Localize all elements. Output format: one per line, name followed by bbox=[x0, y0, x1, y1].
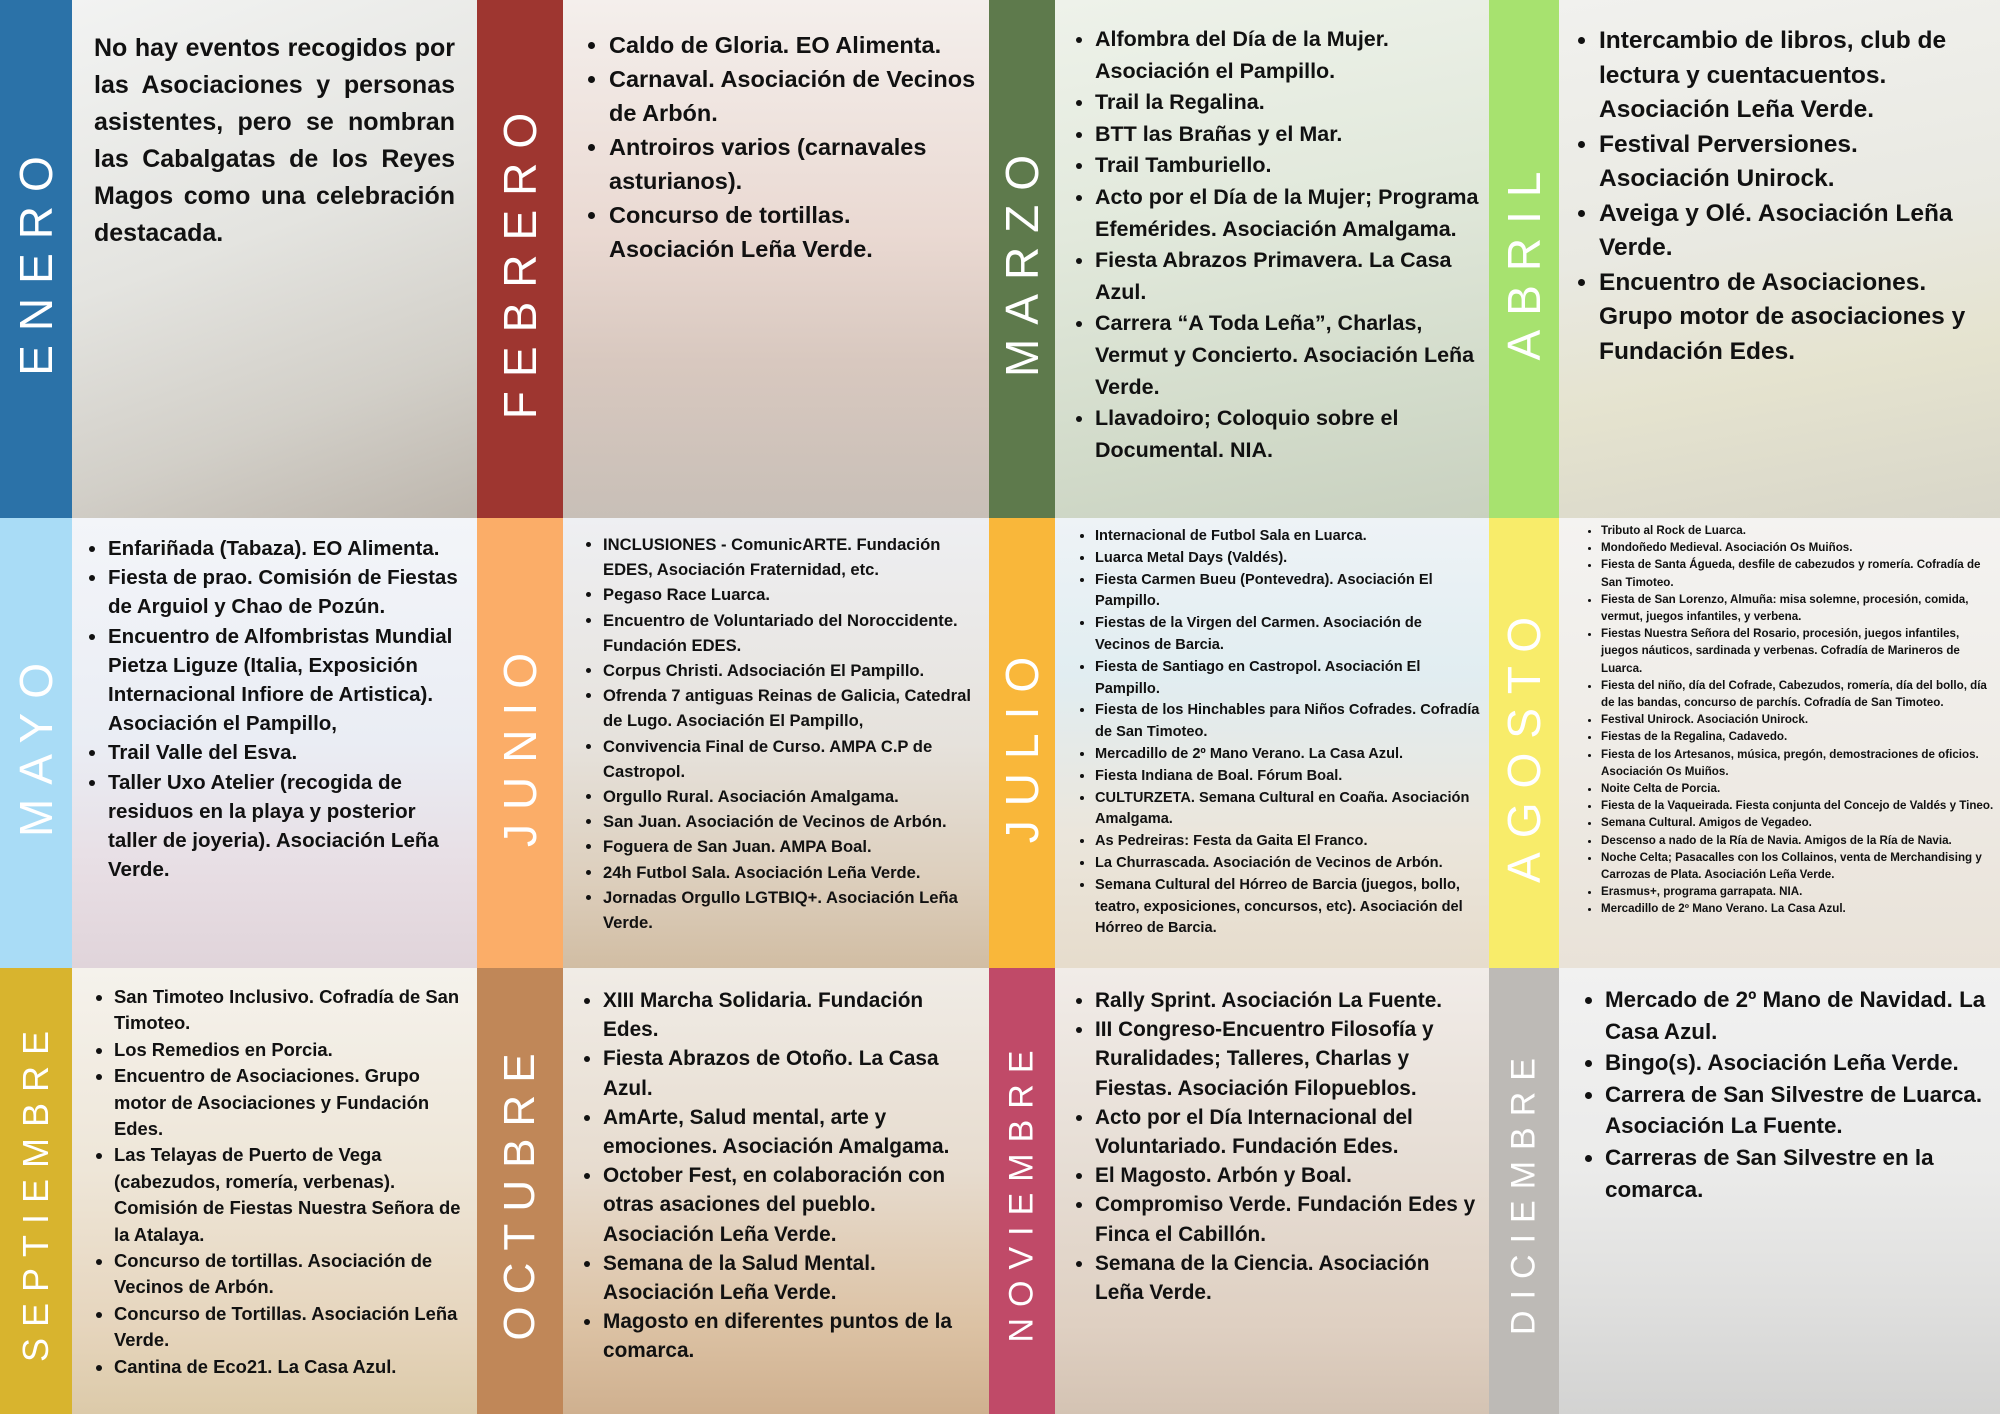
month-label-noviembre: NOVIEMBRE bbox=[1002, 1039, 1041, 1343]
event-item: • Convivencia Final de Curso. AMPA C.P de Castropol. bbox=[603, 734, 981, 784]
month-panel-julio bbox=[1055, 518, 1489, 968]
event-item: • Taller Uxo Atelier (recogida de residuos en la playa y posterior taller de joyeria). Asociación Leña Verde. bbox=[108, 768, 467, 885]
event-item: • Encuentro de Voluntariado del Noroccidente. Fundación EDES. bbox=[603, 608, 981, 658]
event-item: • Las Telayas de Puerto de Vega (cabezudos, romería, verbenas). Comisión de Fiestas Nuestra Señora de la Atalaya. bbox=[114, 1142, 469, 1248]
month-band-julio bbox=[989, 518, 1055, 968]
month-band-febrero bbox=[477, 0, 563, 518]
events-noviembre bbox=[1069, 986, 1481, 1307]
event-item: • Compromiso Verde. Fundación Edes y Finca el Cabillón. bbox=[1095, 1190, 1481, 1248]
event-item: • El Magosto. Arbón y Boal. bbox=[1095, 1161, 1481, 1190]
event-item: • Rally Sprint. Asociación La Fuente. bbox=[1095, 986, 1481, 1015]
month-panel-agosto bbox=[1559, 518, 2000, 968]
month-label-abril: ABRIL bbox=[1498, 157, 1550, 361]
event-item: • Fiesta del niño, día del Cofrade, Cabezudos, romería, día del bollo, día de las bandas, concurso de parchís. Cofradía de San Timoteo. bbox=[1601, 677, 1994, 711]
event-item: • Fiesta de la Vaqueirada. Fiesta conjunta del Concejo de Valdés y Tineo. bbox=[1601, 797, 1994, 814]
event-item: • San Juan. Asociación de Vecinos de Arbón. bbox=[603, 809, 981, 834]
event-item: • Acto por el Día Internacional del Voluntariado. Fundación Edes. bbox=[1095, 1103, 1481, 1161]
event-item: • INCLUSIONES - ComunicARTE. Fundación EDES, Asociación Fraternidad, etc. bbox=[603, 532, 981, 582]
event-item: • Tributo al Rock de Luarca. bbox=[1601, 522, 1994, 539]
month-label-julio: JULIO bbox=[996, 642, 1048, 844]
event-item: • Concurso de Tortillas. Asociación Leña Verde. bbox=[114, 1301, 469, 1354]
event-item: • Cantina de Eco21. La Casa Azul. bbox=[114, 1354, 469, 1380]
events-mayo bbox=[82, 534, 467, 884]
events-octubre bbox=[577, 986, 981, 1366]
event-item: • Carrera “A Toda Leña”, Charlas, Vermut y Concierto. Asociación Leña Verde. bbox=[1095, 308, 1479, 403]
event-item: • Alfombra del Día de la Mujer. Asociación el Pampillo. bbox=[1095, 24, 1479, 87]
month-label-octubre: OCTUBRE bbox=[495, 1041, 544, 1341]
month-band-marzo bbox=[989, 0, 1055, 518]
event-item: • III Congreso-Encuentro Filosofía y Ruralidades; Talleres, Charlas y Fiestas. Asociación Filopueblos. bbox=[1095, 1015, 1481, 1103]
month-band-octubre bbox=[477, 968, 563, 1414]
event-item: • Mercado de 2º Mano de Navidad. La Casa Azul. bbox=[1605, 984, 1992, 1047]
event-item: • Carrera de San Silvestre de Luarca. Asociación La Fuente. bbox=[1605, 1079, 1992, 1142]
event-item: • Trail Valle del Esva. bbox=[108, 738, 467, 767]
month-band-junio bbox=[477, 518, 563, 968]
event-item: • Fiesta de los Artesanos, música, pregón, demostraciones de oficios. Asociación Os Muiños. bbox=[1601, 746, 1994, 780]
event-item: • Mondoñedo Medieval. Asociación Os Muiños. bbox=[1601, 539, 1994, 556]
month-panel-octubre bbox=[563, 968, 989, 1414]
month-panel-diciembre bbox=[1559, 968, 2000, 1414]
event-item: • As Pedreiras: Festa da Gaita El Franco. bbox=[1095, 831, 1481, 853]
month-panel-abril bbox=[1559, 0, 2000, 518]
event-item: • Fiestas de la Virgen del Carmen. Asociación de Vecinos de Barcia. bbox=[1095, 613, 1481, 657]
month-band-diciembre bbox=[1489, 968, 1559, 1414]
event-item: • Fiesta Abrazos de Otoño. La Casa Azul. bbox=[603, 1044, 981, 1102]
event-item: • Fiesta de prao. Comisión de Fiestas de Arguiol y Chao de Pozún. bbox=[108, 563, 467, 621]
event-item: • Orgullo Rural. Asociación Amalgama. bbox=[603, 784, 981, 809]
event-item: • Internacional de Futbol Sala en Luarca. bbox=[1095, 526, 1481, 548]
event-item: • Trail Tamburiello. bbox=[1095, 150, 1479, 182]
events-agosto bbox=[1567, 522, 1994, 918]
event-item: • XIII Marcha Solidaria. Fundación Edes. bbox=[603, 986, 981, 1044]
event-item: • Concurso de tortillas. Asociación de Vecinos de Arbón. bbox=[114, 1248, 469, 1301]
event-item: • Concurso de tortillas. Asociación Leña Verde. bbox=[609, 198, 979, 266]
event-item: • Fiesta de San Lorenzo, Almuña: misa solemne, procesión, comida, vermut, juegos infantiles, y verbena. bbox=[1601, 591, 1994, 625]
event-item: • BTT las Brañas y el Mar. bbox=[1095, 119, 1479, 151]
event-item: • Fiestas de la Regalina, Cadavedo. bbox=[1601, 728, 1994, 745]
event-item: • Bingo(s). Asociación Leña Verde. bbox=[1605, 1047, 1992, 1079]
event-item: • Noite Celta de Porcia. bbox=[1601, 780, 1994, 797]
events-junio bbox=[577, 532, 981, 935]
event-item: • October Fest, en colaboración con otras asaciones del pueblo. Asociación Leña Verde. bbox=[603, 1161, 981, 1249]
month-band-enero bbox=[0, 0, 72, 518]
event-item: • Foguera de San Juan. AMPA Boal. bbox=[603, 834, 981, 859]
month-band-septiembre bbox=[0, 968, 72, 1414]
events-diciembre bbox=[1565, 984, 1992, 1205]
month-label-enero: ENERO bbox=[10, 142, 62, 376]
event-item: • San Timoteo Inclusivo. Cofradía de San Timoteo. bbox=[114, 984, 469, 1037]
event-item: • Fiesta de los Hinchables para Niños Cofrades. Cofradía de San Timoteo. bbox=[1095, 700, 1481, 744]
month-panel-junio bbox=[563, 518, 989, 968]
event-item: • Trail la Regalina. bbox=[1095, 87, 1479, 119]
event-item: • Antroiros varios (carnavales asturianos). bbox=[609, 130, 979, 198]
event-item: • Encuentro de Asociaciones. Grupo motor de Asociaciones y Fundación Edes. bbox=[114, 1063, 469, 1142]
month-text-enero: No hay eventos recogidos por las Asociaciones y personas asistentes, pero se nombran las Cabalgatas de los Reyes Magos como una celebración destacada. bbox=[94, 34, 455, 247]
month-panel-enero bbox=[72, 0, 477, 518]
event-item: • Noche Celta; Pasacalles con los Collainos, venta de Merchandising y Carrozas de Plata. Asociación Leña Verde. bbox=[1601, 849, 1994, 883]
event-item: • Semana de la Ciencia. Asociación Leña Verde. bbox=[1095, 1249, 1481, 1307]
events-marzo bbox=[1069, 24, 1479, 466]
event-item: • Encuentro de Asociaciones. Grupo motor de asociaciones y Fundación Edes. bbox=[1599, 266, 1990, 370]
event-item: • Semana de la Salud Mental. Asociación Leña Verde. bbox=[603, 1249, 981, 1307]
month-label-agosto: AGOSTO bbox=[1498, 603, 1550, 883]
event-item: • Erasmus+, programa garrapata. NIA. bbox=[1601, 883, 1994, 900]
event-item: • Mercadillo de 2º Mano Verano. La Casa Azul. bbox=[1601, 900, 1994, 917]
month-band-abril bbox=[1489, 0, 1559, 518]
events-abril bbox=[1573, 24, 1990, 369]
event-item: • Semana Cultural del Hórreo de Barcia (juegos, bollo, teatro, exposiciones, concursos, etc). Asociación del Hórreo de Barcia. bbox=[1095, 875, 1481, 940]
month-label-junio: JUNIO bbox=[494, 639, 546, 847]
month-panel-noviembre bbox=[1055, 968, 1489, 1414]
event-item: • Intercambio de libros, club de lectura y cuentacuentos. Asociación Leña Verde. bbox=[1599, 24, 1990, 128]
month-panel-febrero bbox=[563, 0, 989, 518]
events-febrero bbox=[583, 28, 979, 266]
month-band-noviembre bbox=[989, 968, 1055, 1414]
month-label-marzo: MARZO bbox=[996, 140, 1048, 378]
event-item: • Enfariñada (Tabaza). EO Alimenta. bbox=[108, 534, 467, 563]
month-label-septiembre: SEPTIEMBRE bbox=[15, 1019, 56, 1363]
event-item: • Acto por el Día de la Mujer; Programa Efemérides. Asociación Amalgama. bbox=[1095, 182, 1479, 245]
event-item: • Fiesta Indiana de Boal. Fórum Boal. bbox=[1095, 766, 1481, 788]
event-item: • Pegaso Race Luarca. bbox=[603, 582, 981, 607]
event-item: • Festival Unirock. Asociación Unirock. bbox=[1601, 711, 1994, 728]
event-item: • Semana Cultural. Amigos de Vegadeo. bbox=[1601, 814, 1994, 831]
event-item: • Los Remedios en Porcia. bbox=[114, 1037, 469, 1063]
month-band-mayo bbox=[0, 518, 72, 968]
event-item: • Magosto en diferentes puntos de la comarca. bbox=[603, 1307, 981, 1365]
event-item: • AmArte, Salud mental, arte y emociones. Asociación Amalgama. bbox=[603, 1103, 981, 1161]
events-julio bbox=[1069, 526, 1481, 940]
month-panel-marzo bbox=[1055, 0, 1489, 518]
event-item: • Fiesta de Santiago en Castropol. Asociación El Pampillo. bbox=[1095, 657, 1481, 701]
event-item: • Fiestas Nuestra Señora del Rosario, procesión, juegos infantiles, juegos náuticos, sardinada y verbenas. Cofradía de Marineros de Luarca. bbox=[1601, 625, 1994, 677]
event-item: • Fiesta de Santa Águeda, desfile de cabezudos y romería. Cofradía de San Timoteo. bbox=[1601, 556, 1994, 590]
event-item: • Carreras de San Silvestre en la comarca. bbox=[1605, 1142, 1992, 1205]
month-label-mayo: MAYO bbox=[10, 648, 62, 838]
event-item: • Ofrenda 7 antiguas Reinas de Galicia, Catedral de Lugo. Asociación El Pampillo, bbox=[603, 683, 981, 733]
event-item: • La Churrascada. Asociación de Vecinos de Arbón. bbox=[1095, 853, 1481, 875]
event-item: • Descenso a nado de la Ría de Navia. Amigos de la Ría de Navia. bbox=[1601, 832, 1994, 849]
event-item: • Luarca Metal Days (Valdés). bbox=[1095, 548, 1481, 570]
event-item: • Festival Perversiones. Asociación Unirock. bbox=[1599, 128, 1990, 197]
event-item: • Llavadoiro; Coloquio sobre el Documental. NIA. bbox=[1095, 403, 1479, 466]
event-item: • 24h Futbol Sala. Asociación Leña Verde. bbox=[603, 860, 981, 885]
event-item: • Carnaval. Asociación de Vecinos de Arbón. bbox=[609, 62, 979, 130]
event-item: • Fiesta Carmen Bueu (Pontevedra). Asociación El Pampillo. bbox=[1095, 570, 1481, 614]
month-band-agosto bbox=[1489, 518, 1559, 968]
month-panel-mayo bbox=[72, 518, 477, 968]
event-item: • Encuentro de Alfombristas Mundial Pietza Liguze (Italia, Exposición Internacional Infiore de Artistica). Asociación el Pampillo, bbox=[108, 622, 467, 739]
event-item: • Mercadillo de 2º Mano Verano. La Casa Azul. bbox=[1095, 744, 1481, 766]
event-item: • Aveiga y Olé. Asociación Leña Verde. bbox=[1599, 197, 1990, 266]
event-item: • Fiesta Abrazos Primavera. La Casa Azul. bbox=[1095, 245, 1479, 308]
events-septiembre bbox=[88, 984, 469, 1380]
event-item: • Corpus Christi. Adsociación El Pampillo. bbox=[603, 658, 981, 683]
event-item: • Caldo de Gloria. EO Alimenta. bbox=[609, 28, 979, 62]
event-item: • CULTURZETA. Semana Cultural en Coaña. Asociación Amalgama. bbox=[1095, 788, 1481, 832]
month-panel-septiembre bbox=[72, 968, 477, 1414]
event-item: • Jornadas Orgullo LGTBIQ+. Asociación Leña Verde. bbox=[603, 885, 981, 935]
month-label-diciembre: DICIEMBRE bbox=[1504, 1047, 1543, 1335]
month-label-febrero: FEBRERO bbox=[494, 98, 546, 420]
